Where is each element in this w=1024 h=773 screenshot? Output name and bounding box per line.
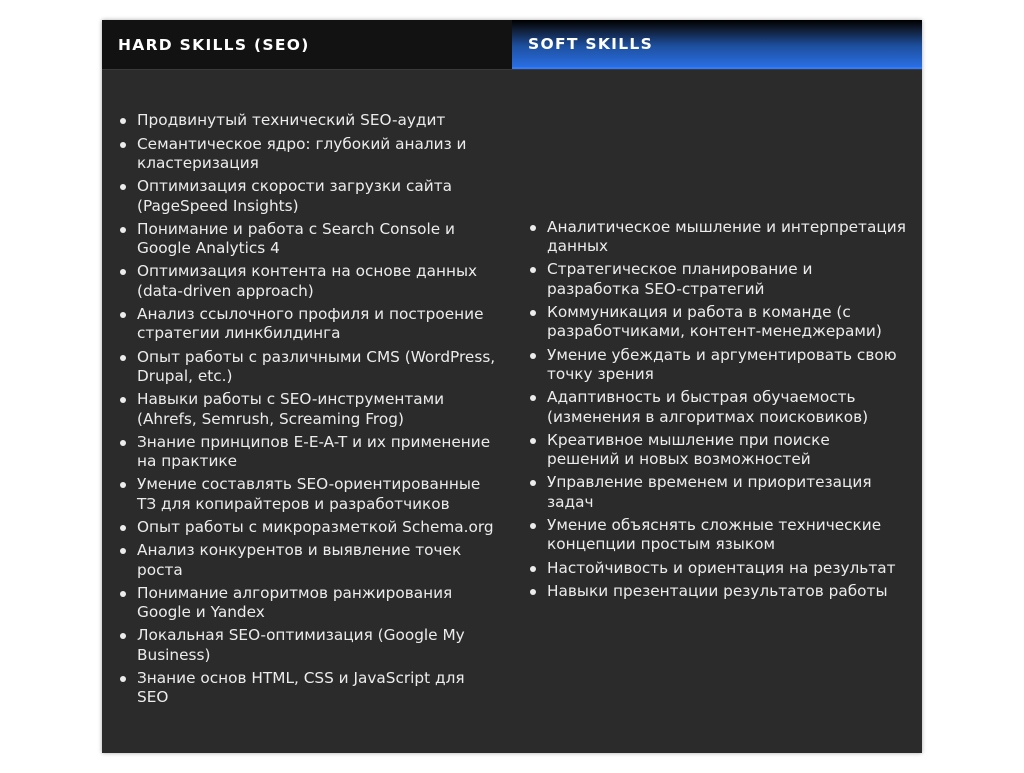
list-item: Настойчивость и ориентация на результат — [528, 559, 906, 578]
skills-table — [102, 20, 922, 753]
list-item: Продвинутый технический SEO-аудит — [118, 111, 496, 130]
table-body — [102, 70, 922, 753]
hard-skills-list — [102, 111, 512, 711]
list-item: Знание основ HTML, CSS и JavaScript для SEO — [118, 669, 496, 708]
list-item: Умение объяснять сложные технические концепции простым языком — [528, 516, 906, 555]
list-item: Опыт работы с микроразметкой Schema.org — [118, 518, 496, 537]
list-item: Управление временем и приоритезация задач — [528, 473, 906, 512]
table-header — [102, 20, 922, 70]
list-item: Адаптивность и быстрая обучаемость (изменения в алгоритмах поисковиков) — [528, 388, 906, 427]
list-item: Знание принципов E-E-A-T и их применение на практике — [118, 433, 496, 472]
hard-skills-header: HARD SKILLS (SEO) — [102, 20, 512, 69]
hard-skills-column — [102, 70, 512, 753]
soft-skills-column — [512, 70, 922, 753]
list-item: Креативное мышление при поиске решений и новых возможностей — [528, 431, 906, 470]
list-item: Стратегическое планирование и разработка SEO-стратегий — [528, 260, 906, 299]
list-item: Умение убеждать и аргументировать свою точку зрения — [528, 346, 906, 385]
list-item: Навыки работы с SEO-инструментами (Ahrefs, Semrush, Screaming Frog) — [118, 390, 496, 429]
soft-skills-list — [512, 218, 922, 605]
list-item: Опыт работы с различными CMS (WordPress, Drupal, etc.) — [118, 348, 496, 387]
list-item: Семантическое ядро: глубокий анализ и кластеризация — [118, 135, 496, 174]
list-item: Оптимизация скорости загрузки сайта (PageSpeed Insights) — [118, 177, 496, 216]
soft-skills-header: SOFT SKILLS — [512, 20, 922, 69]
list-item: Навыки презентации результатов работы — [528, 582, 906, 601]
list-item: Анализ конкурентов и выявление точек роста — [118, 541, 496, 580]
list-item: Понимание и работа с Search Console и Google Analytics 4 — [118, 220, 496, 259]
list-item: Понимание алгоритмов ранжирования Google и Yandex — [118, 584, 496, 623]
list-item: Анализ ссылочного профиля и построение стратегии линкбилдинга — [118, 305, 496, 344]
list-item: Коммуникация и работа в команде (с разработчиками, контент-менеджерами) — [528, 303, 906, 342]
list-item: Локальная SEO-оптимизация (Google My Business) — [118, 626, 496, 665]
list-item: Оптимизация контента на основе данных (data-driven approach) — [118, 262, 496, 301]
list-item: Умение составлять SEO-ориентированные ТЗ для копирайтеров и разработчиков — [118, 475, 496, 514]
list-item: Аналитическое мышление и интерпретация данных — [528, 218, 906, 257]
